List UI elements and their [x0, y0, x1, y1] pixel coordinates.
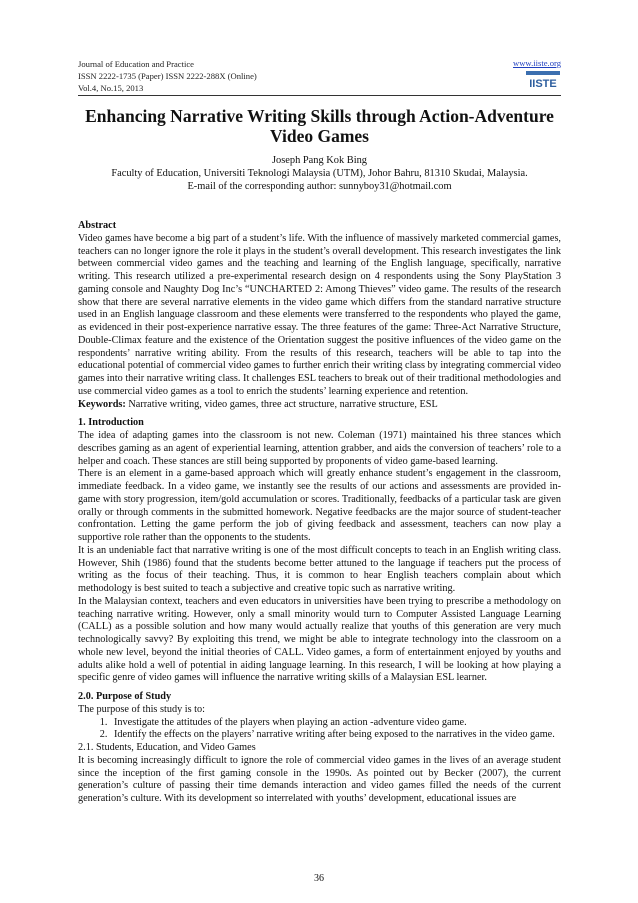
journal-url-link[interactable]: www.iiste.org [513, 58, 561, 68]
author-name: Joseph Pang Kok Bing [272, 155, 367, 166]
iiste-logo [526, 71, 560, 89]
intro-paragraph-4: In the Malaysian context, teachers and even educators in universities have been trying to prescribe a methodology on teaching narrative writing. However, only a small minority would turn to Computer Assisted Language Learning (CALL) as a possible solution and how many would actually realize that youths of this generation are very much technologically savvy? By exploiting this trend, we might be able to integrate technology into the classroom on a whole new level, beyond the initial theories of CALL. Video games, a form of entertainment enjoyed by youths and adults alike hold a well of potential in aiding language learning. In this research, I will be looking at how playing a specific genre of video games will influence the narrative writing skills of a Malaysian ESL learner. [78, 595, 561, 684]
author-affiliation: Faculty of Education, Universiti Teknologi Malaysia (UTM), Johor Bahru, 81310 Skudai, Malaysia. [111, 168, 528, 179]
section-2-1-text: It is becoming increasingly difficult to ignore the role of commercial video games in the lives of an average student since the inception of the first gaming console in the 1990s. As pointed out by Becker (2007), the current generation’s culture of passing their time demands interaction and video games filled the needs of the current generation’s culture. With its development so interrelated with youths’ development, educational issues are [78, 754, 561, 804]
keywords-text: Narrative writing, video games, three act structure, narrative structure, ESL [125, 398, 438, 410]
intro-paragraph-2: There is an element in a game-based approach which will greatly enhance student’s engagement in the classroom, immediate feedback. In a video game, we instantly see the results of our actions and assessments are provided in-game with story progression, item/gold accumulation or scores. Traditionally, feedbacks of a particular task are given orally or through comments in the submitted homework. Negative feedbacks are the major source of student-teacher confrontation. Letting the game perform the job of giving feedback and assessment, teachers can now play a supportive role rather than the opponents to the students. [78, 468, 561, 543]
abstract-text: Video games have become a big part of a student’s life. With the influence of massively marketed commercial games, teachers can no longer ignore the role it plays in the student’s overall development. This research investigates the link between commercial video games and the teaching and learning of the English language, specifically, narrative writing. This research utilized a pre-experimental research design on 4 respondents using the Sony PlayStation 3 gaming console and Naughty Dog Inc’s “UNCHARTED 2: Among Thieves” video game. The results of the research show that there are several narrative elements in the video game which differs from the standard narrative structure used in an English language classroom and these elements were transferred to the respondents who played the game, as evidenced in their post-experience narrative essay. The three features of the game: Three-Act Narrative Structure, Double-Climax feature and the existence of the Orientation suggest the positive influences of the video game on the respondents’ narrative writing ability. From the results of this research, teachers will be able to tap into the educational potential of commercial video games to further enrich their writing class by integrating commercial video games into their narrative writing class. It challenges ESL teachers to break out of their traditional methodologies and use commercial video games as a tool to enrich the students’ learning experience and retention. [78, 232, 562, 397]
section-2-1-heading: 2.1. Students, Education, and Video Games [78, 742, 256, 753]
purpose-lead: The purpose of this study is to: [78, 703, 205, 715]
intro-paragraph-3: It is an undeniable fact that narrative writing is one of the most difficult concepts to teach in an English writing class. However, Shih (1986) found that the students become better attuned to the language if teachers put the process of writing as the focus of their teaching. Thus, it is common to hear English teachers complain about which methodology is best suited to teach a subjective and creative topic such as narrative writing. [78, 544, 561, 594]
purpose-item-2: 2. Identify the effects on the players’ narrative writing after being exposed to the narratives in the video game. [110, 729, 561, 742]
journal-issn: ISSN 2222-1735 (Paper) ISSN 2222-288X (Online) [78, 71, 257, 81]
paper-title: Enhancing Narrative Writing Skills through Action-Adventure Video Games [85, 106, 554, 146]
author-email: E-mail of the corresponding author: sunnyboy31@hotmail.com [187, 181, 452, 192]
purpose-item-1: 1. Investigate the attitudes of the players when playing an action -adventure video game. [110, 717, 561, 730]
header-divider [78, 95, 561, 96]
abstract-heading: Abstract [78, 220, 117, 231]
purpose-list [78, 717, 561, 743]
purpose-heading: 2.0. Purpose of Study [78, 691, 172, 702]
page-number: 36 [314, 873, 324, 884]
keywords-label: Keywords: [78, 398, 126, 410]
journal-volume: Vol.4, No.15, 2013 [78, 83, 144, 93]
logo-text: IISTE [529, 78, 557, 89]
journal-name: Journal of Education and Practice [78, 59, 194, 69]
intro-paragraph-1: The idea of adapting games into the classroom is not new. Coleman (1971) maintained his three stances which describes gaming as an agent of experiential learning, attention grabber, and aids the conversion of teachers’ role to a helper and coach. These stances are still being supported by proponents of video game-based learning. [78, 430, 561, 467]
keywords-line [78, 399, 561, 412]
paper-body [78, 220, 561, 806]
intro-heading: 1. Introduction [78, 417, 144, 429]
